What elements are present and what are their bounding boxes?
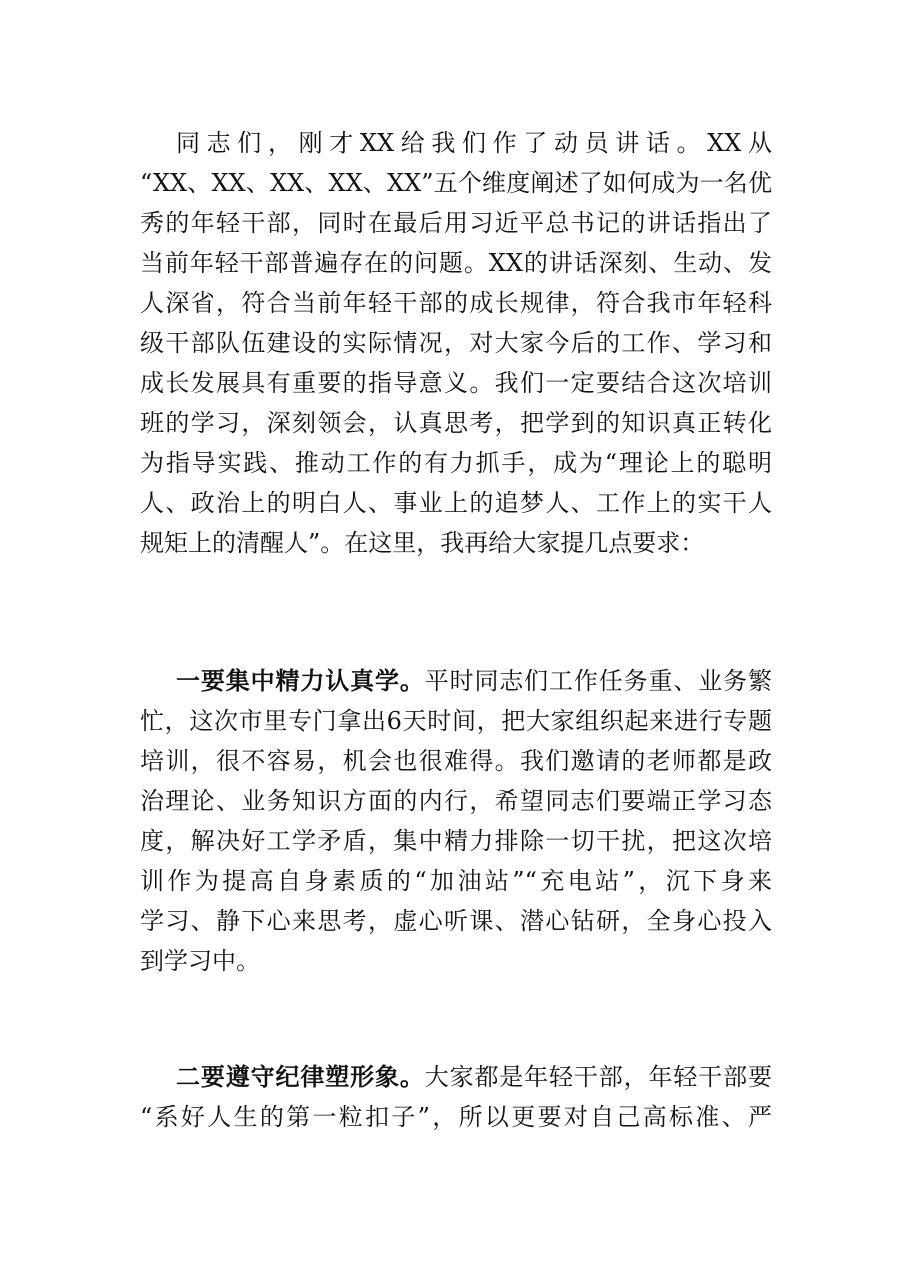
- requirement-one-heading: 一要集中精力认真学。: [176, 666, 425, 695]
- paragraph-line: 到学习中。: [140, 947, 260, 975]
- paragraph-line: “XX、XX、XX、XX、XX”五个维度阐述了如何成为一名优: [140, 169, 772, 197]
- paragraph-line-rest: 大家都是年轻干部，年轻干部要: [424, 1063, 772, 1091]
- paragraph-first-line: [140, 1057, 772, 1097]
- requirement-two-paragraph: [140, 1057, 772, 1137]
- paragraph-first-line: [140, 661, 772, 701]
- paragraph-line: 班的学习，深刻领会，认真思考，把学到的知识真正转化: [140, 409, 772, 437]
- paragraph-line: 当前年轻干部普遍存在的问题。XX的讲话深刻、生动、发: [140, 249, 772, 277]
- paragraph-line: 培训，很不容易，机会也很难得。我们邀请的老师都是政: [140, 747, 772, 775]
- paragraph-line: 级干部队伍建设的实际情况，对大家今后的工作、学习和: [140, 329, 772, 357]
- requirement-one-paragraph: [140, 661, 772, 981]
- paragraph-line: 人深省，符合当前年轻干部的成长规律，符合我市年轻科: [140, 289, 772, 317]
- paragraph-line: 为指导实践、推动工作的有力抓手，成为“理论上的聪明: [140, 449, 772, 477]
- paragraph-line: 治理论、业务知识方面的内行，希望同志们要端正学习态: [140, 787, 772, 815]
- paragraph-line: 度，解决好工学矛盾，集中精力排除一切干扰，把这次培: [140, 827, 772, 855]
- paragraph-line-rest: 平时同志们工作任务重、业务繁: [424, 667, 772, 695]
- paragraph-line: “系好人生的第一粒扣子”，所以更要对自己高标准、严: [140, 1103, 772, 1131]
- paragraph-line: 忙，这次市里专门拿出6天时间，把大家组织起来进行专题: [140, 707, 772, 735]
- paragraph-line: 人、政治上的明白人、事业上的追梦人、工作上的实干人: [140, 489, 772, 517]
- requirement-two-heading: 二要遵守纪律塑形象。: [176, 1062, 425, 1091]
- paragraph-line: 秀的年轻干部，同时在最后用习近平总书记的讲话指出了: [140, 209, 772, 237]
- paragraph-line: 同志们，刚才XX给我们作了动员讲话。XX从: [176, 129, 772, 157]
- paragraph-line: 规矩上的清醒人”。在这里，我再给大家提几点要求：: [140, 529, 705, 557]
- paragraph-line: 学习、静下心来思考，虚心听课、潜心钻研，全身心投入: [140, 907, 772, 935]
- intro-paragraph: [140, 123, 772, 563]
- paragraph-line: 训作为提高自身素质的“加油站”“充电站”，沉下身来: [140, 867, 772, 895]
- paragraph-line: 成长发展具有重要的指导意义。我们一定要结合这次培训: [140, 369, 772, 397]
